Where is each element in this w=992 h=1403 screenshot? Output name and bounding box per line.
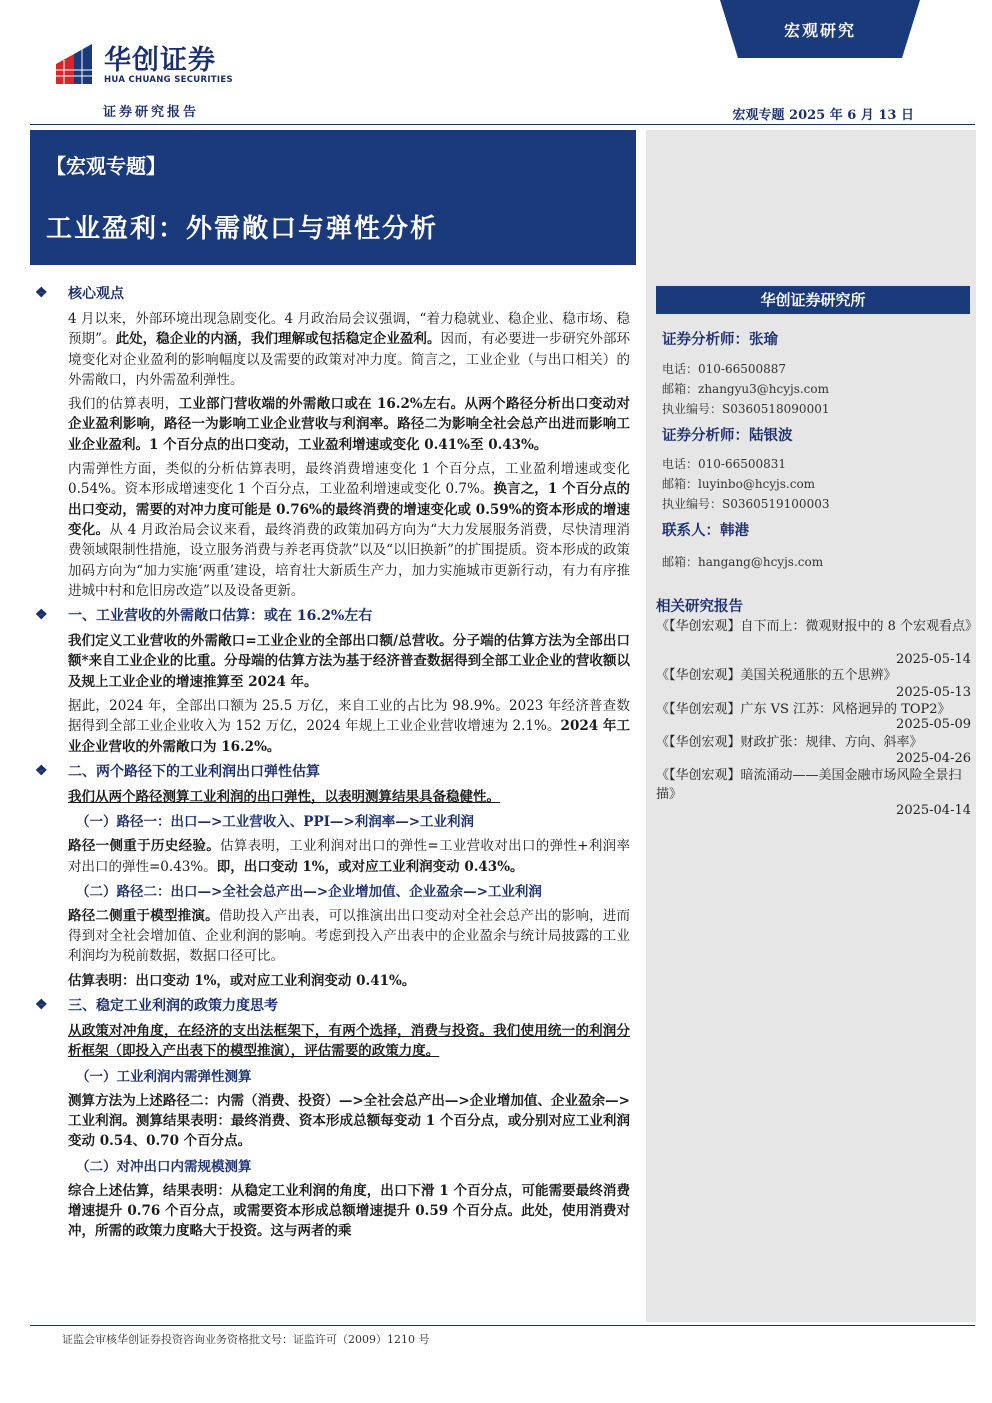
section-tab-label: 宏观研究: [783, 21, 856, 40]
footer-disclaimer: 证监会审核华创证券投资咨询业务资格批文号：证监许可（2009）1210 号: [62, 1333, 430, 1346]
analyst-phone: 电话：010-66500887: [662, 362, 787, 376]
related-report-link[interactable]: 《【华创宏观】自下而上：微观财报中的 8 个宏观看点》: [656, 619, 979, 634]
paragraph: 我们定义工业营收的外需敞口=工业企业的全部出口额/总营收。分子端的估算方法为全部出口额*来自工业企业的比重。分母端的估算方法为基于经济普查数据得到全部工业企业的营收额以及规上工业企业的增速推算至 2024 年。: [68, 633, 630, 690]
contact-person-name: 联系人：韩港: [662, 522, 749, 539]
report-date-line: 宏观专题 2025 年 6 月 13 日: [732, 108, 914, 123]
header-divider: [30, 124, 975, 125]
contact-person-email[interactable]: 邮箱：hangang@hcyjs.com: [662, 555, 824, 569]
related-report-link[interactable]: 《【华创宏观】暗流涌动——美国金融市场风险全景扫描》: [656, 768, 962, 802]
analyst-email[interactable]: 邮箱：zhangyu3@hcyjs.com: [662, 382, 830, 396]
paragraph: 4 月以来，外部环境出现急剧变化。4 月政治局会议强调，“着力稳就业、稳企业、稳市场、稳预期”。此处，稳企业的内涵，我们理解或包括稳定企业盈利。因而，有必要进一步研究外部环境变化对企业盈利的影响幅度以及需要的政策对冲力度。简言之，工业企业（与出口相关）的外需敞口，内外需盈利弹性。: [68, 311, 631, 388]
related-report-date: 2025-05-13: [896, 685, 971, 700]
logo-english-name: HUA CHUANG SECURITIES: [104, 75, 233, 85]
main-content: [35, 280, 631, 1245]
related-report-link[interactable]: 《【华创宏观】财政扩张：规律、方向、斜率》: [656, 735, 923, 750]
paragraph: 估算表明：出口变动 1%，或对应工业利润变动 0.41%。: [68, 972, 416, 989]
report-title: 工业盈利：外需敞口与弹性分析: [46, 214, 439, 244]
analyst-phone: 电话：010-66500831: [662, 457, 787, 471]
paragraph: 路径二侧重于模型推演。借助投入产出表，可以推演出出口变动对全社会总产出的影响，进而得到对全社会增加值、企业利润的影响。考虑到投入产出表中的企业盈余与统计局披露的工业利润均为税前数据，数据口径可比。: [68, 907, 631, 965]
analyst-name: 证券分析师：张瑜: [662, 331, 778, 348]
paragraph: 我们从两个路径测算工业利润的出口弹性，以表明测算结果具备稳健性。: [68, 788, 500, 805]
analyst-name: 证券分析师：陆银波: [662, 427, 793, 444]
related-report-link[interactable]: 《【华创宏观】美国关税通胀的五个思辨》: [656, 668, 897, 683]
banner-tag: 【宏观专题】: [46, 154, 166, 178]
related-report-link[interactable]: 《【华创宏观】广东 VS 江苏：风格迥异的 TOP2》: [656, 702, 951, 717]
section-heading: ❖ 三、稳定工业利润的政策力度思考: [38, 995, 630, 1017]
report-type-label: 证券研究报告: [103, 105, 200, 120]
company-logo: [52, 40, 98, 86]
paragraph: 路径一侧重于历史经验。估算表明，工业利润对出口的弹性=工业营收对出口的弹性+利润率对出口的弹性=0.43%。即，出口变动 1%，或对应工业利润变动 0.43%。: [68, 838, 631, 875]
diamond-bullet-icon: ❖: [35, 607, 48, 624]
subsection-heading: （二）对冲出口内需规模测算: [76, 1158, 252, 1175]
analyst-license: 执业编号：S0360518090001: [662, 402, 830, 416]
related-report-date: 2025-04-26: [896, 751, 971, 766]
subsection-heading: （一）路径一：出口—>工业营收入、PPI—>利润率—>工业利润: [76, 814, 475, 831]
related-report-date: 2025-05-14: [896, 652, 971, 667]
logo-chinese-name: 华创证券: [104, 45, 216, 76]
section-heading: ❖ 核心观点: [38, 283, 630, 305]
subsection-heading: （二）路径二：出口—>全社会总产出—>企业增加值、企业盈余—>工业利润: [76, 883, 542, 900]
paragraph: 从政策对冲角度，在经济的支出法框架下，有两个选择，消费与投资。我们使用统一的利润分析框架（即投入产出表下的模型推演），评估需要的政策力度。: [68, 1023, 630, 1060]
paragraph: 内需弹性方面，类似的分析估算表明，最终消费增速变化 1 个百分点，工业盈利增速或变化 0.54%。资本形成增速变化 1 个百分点，工业盈利增速或变化 0.7%。换言之，1 个百分点的出口变动，需要的对冲力度可能是 0.76%的最终消费的增速变化或 0.59%的资本形成的增速变化。从 4 月政治局会议来看，最终消费的政策加码方向为“大力发展服务消费，尽快清理消费领域限制性措施，设立服务消费与养老再贷款”以及“以旧换新”的扩围提质。资本形成的政策加码方向为“加力实施‘两重’建设，培育壮大新质生产力，加力实施城市更新行动，有力有序推进城中村和危旧房改造”以及设备更新。: [68, 461, 631, 599]
diamond-bullet-icon: ❖: [35, 762, 48, 779]
section-heading: ❖ 二、两个路径下的工业利润出口弹性估算: [38, 761, 630, 783]
section-heading: ❖ 一、工业营收的外需敞口估算：或在 16.2%左右: [38, 605, 630, 627]
related-report-date: 2025-05-09: [896, 717, 971, 732]
analyst-license: 执业编号：S0360519100003: [662, 497, 830, 511]
related-reports-heading: 相关研究报告: [656, 598, 743, 615]
diamond-bullet-icon: ❖: [35, 285, 48, 301]
analyst-email[interactable]: 邮箱：luyinbo@hcyjs.com: [662, 477, 816, 491]
paragraph: 测算方法为上述路径二：内需（消费、投资）—>全社会总产出—>企业增加值、企业盈余—>工业利润。测算结果表明：最终消费、资本形成总额每变动 1 个百分点，或分别对应工业利润变动 0.54、0.70 个百分点。: [68, 1092, 630, 1150]
paragraph: 我们的估算表明，工业部门营收端的外需敞口或在 16.2%左右。从两个路径分析出口变动对企业盈利影响，路径一为影响工业企业营收与利润率。路径二为影响全社会总产出进而影响工业企业盈利。1 个百分点的出口变动，工业盈利增速或变化 0.41%至 0.43%。: [68, 396, 630, 453]
paragraph: 综合上述估算，结果表明：从稳定工业利润的角度，出口下滑 1 个百分点，可能需要最终消费增速提升 0.76 个百分点，或需要资本形成总额增速提升 0.59 个百分点。此处，使用消费对冲，所需的政策力度略大于投资。这与两者的乘: [68, 1182, 630, 1240]
related-report-date: 2025-04-14: [896, 803, 971, 818]
subsection-heading: （一）工业利润内需弹性测算: [76, 1068, 252, 1085]
institute-header: 华创证券研究所: [656, 286, 970, 314]
footer-divider: [30, 1325, 975, 1326]
diamond-bullet-icon: ❖: [35, 997, 48, 1014]
paragraph: 据此，2024 年，全部出口额为 25.5 万亿，来自工业的占比为 98.9%。2023 年经济普查数据得到全部工业企业收入为 152 万亿，2024 年规上工业企业营收增速为 2.1%。2024 年工业企业营收的外需敞口为 16.2%。: [68, 698, 630, 755]
